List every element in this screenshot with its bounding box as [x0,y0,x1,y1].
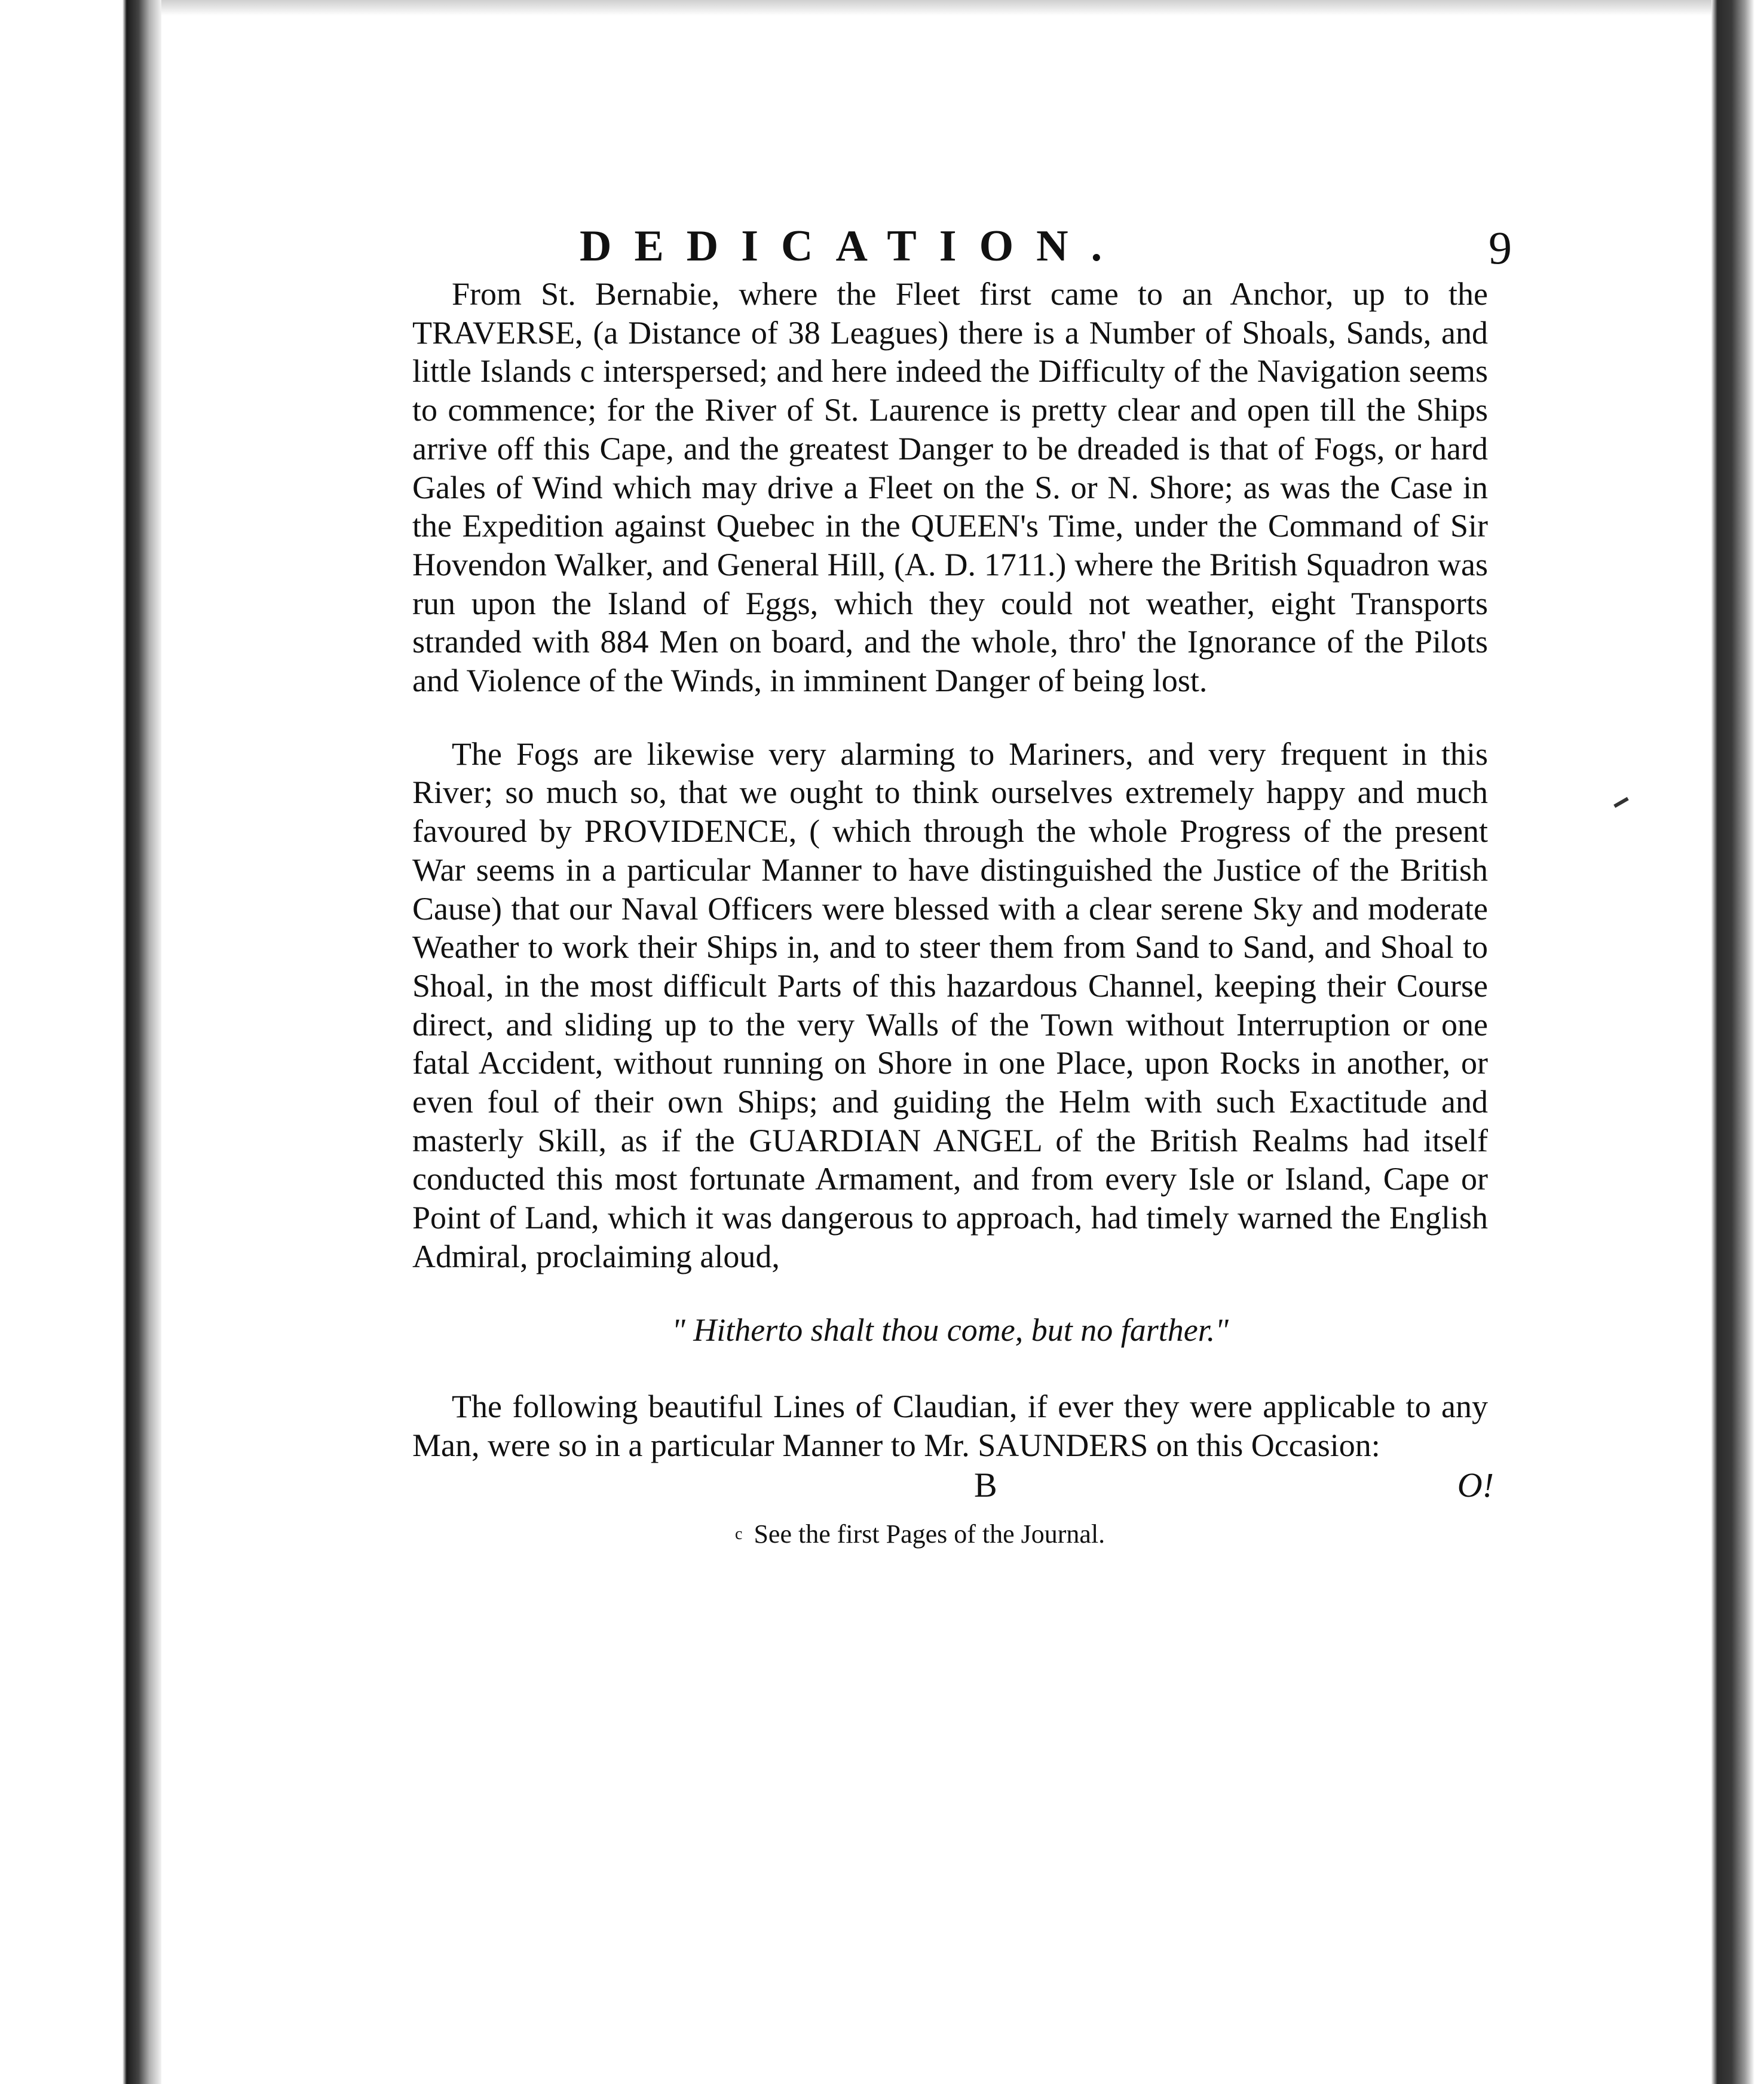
footnote-mark: c [735,1524,743,1543]
page-number: 9 [1489,222,1512,274]
page-top-shadow [161,0,1711,16]
footnote [412,1516,1488,1552]
signature-mark: B [974,1465,997,1504]
paragraph-1: From St. Bernabie, where the Fleet first came to an Anchor, up to the TRAVERSE, (a Distance of 38 Leagues) there is a Number of Shoals, Sands, and little Islands c interspersed; and here indeed the Difficulty of the Navigation seems to commence; for the River of St. Laurence is pretty clear and open till the Ships arrive off this Cape, and the greatest Danger to be dreaded is that of Fogs, or hard Gales of Wind which may drive a Fleet on the S. or N. Shore; as was the Case in the Expedition against Quebec in the QUEEN's Time, under the Command of Sir Hovendon Walker, and General Hill, (A. D. 1711.) where the British Squadron was run upon the Island of Eggs, which they could not weather, eight Transports stranded with 884 Men on board, and the whole, thro' the Ignorance of the Pilots and Violence of the Winds, in imminent Danger of being lost. [412,276,1488,699]
catchword: O! [1457,1465,1494,1504]
page-foot-line [412,1465,1494,1508]
paragraph-3: The following beautiful Lines of Claudian, if ever they were applicable to any Man, were so in a particular Manner to Mr. SAUNDERS on this Occasion: [412,1389,1488,1463]
book-gutter-shadow [0,0,161,2084]
page-edge-shadow [1711,0,1764,2084]
paragraph-gap [412,700,1488,735]
running-head [412,221,1512,275]
footnote-text: See the first Pages of the Journal. [754,1519,1105,1549]
book-page [412,221,1512,1552]
margin-mark [1613,797,1629,808]
quotation: " Hitherto shalt thou come, but no farther." [672,1311,1229,1348]
paragraph-2: The Fogs are likewise very alarming to Mariners, and very frequent in this River; so much so, that we ought to think ourselves extremely happy and much favoured by PROVIDENCE, ( which through the whole Progress of the present War seems in a particular Manner to have distinguished the Justice of the British Cause) that our Naval Officers were blessed with a clear serene Sky and moderate Weather to work their Ships in, and to steer them from Sand to Sand, and Shoal to Shoal, in the most difficult Parts of this hazardous Channel, keeping their Course direct, and sliding up to the very Walls of the Town without Interruption or one fatal Accident, without running on Shore in one Place, upon Rocks in another, or even foul of their own Ships; and guiding the Helm with such Exactitude and masterly Skill, as if the GUARDIAN ANGEL of the British Realms had itself conducted this most fortunate Armament, and from every Isle or Island, Cape or Point of Land, which it was dangerous to approach, had timely warned the English Admiral, proclaiming aloud, [412,735,1488,1274]
page-title: DEDICATION. [580,222,1125,271]
